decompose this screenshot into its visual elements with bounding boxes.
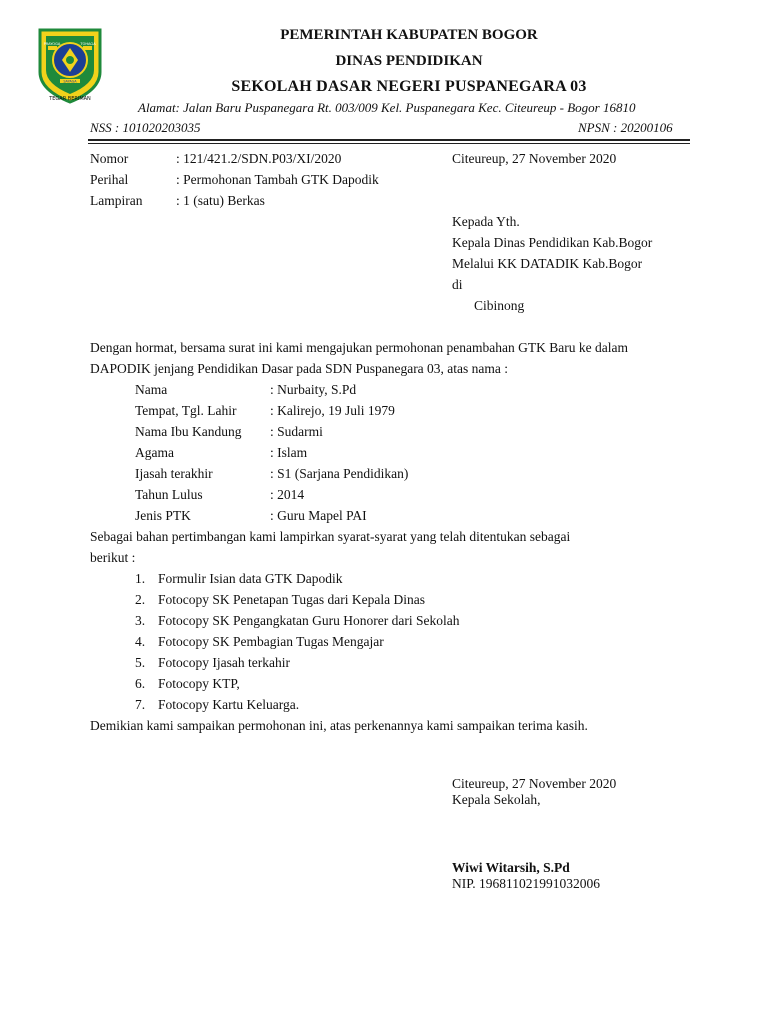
lampiran-label: Lampiran — [90, 193, 143, 208]
list-number: 2. — [135, 592, 146, 607]
logo-left-word: PRAYOGA — [43, 42, 61, 46]
list-item: Fotocopy SK Pengangkatan Guru Honorer dari Sekolah — [158, 613, 460, 628]
signatory-name: Wiwi Witarsih, S.Pd — [452, 860, 570, 875]
list-number: 1. — [135, 571, 146, 586]
logo-bottom-word: SAYAGA — [63, 79, 77, 84]
closing-paragraph: Demikian kami sampaikan permohonan ini, atas perkenannya kami sampaikan terima kasih. — [90, 718, 588, 733]
school-nss: NSS : 101020203035 — [90, 120, 201, 135]
list-number: 5. — [135, 655, 146, 670]
signature-title: Kepala Sekolah, — [452, 792, 541, 807]
header-agency: DINAS PENDIDIKAN — [335, 53, 483, 69]
header-rule-thick — [88, 139, 690, 141]
signatory-nip: NIP. 196811021991032006 — [452, 876, 601, 891]
intro-line-1: Dengan hormat, bersama surat ini kami mengajukan permohonan penambahan GTK Baru ke dalam — [90, 340, 628, 355]
requirements-intro-2: berikut : — [90, 550, 136, 565]
nomor-value: : 121/421.2/SDN.P03/XI/2020 — [176, 151, 342, 166]
field-label: Ijasah terakhir — [135, 466, 213, 481]
list-number: 4. — [135, 634, 146, 649]
recipient-line-4: di — [452, 277, 463, 292]
field-label: Agama — [135, 445, 174, 460]
lampiran-value: : 1 (satu) Berkas — [176, 193, 265, 208]
field-label: Tempat, Tgl. Lahir — [135, 403, 237, 418]
signature-date: Citeureup, 27 November 2020 — [452, 776, 617, 791]
list-item: Fotocopy Kartu Keluarga. — [158, 697, 300, 712]
requirements-intro-1: Sebagai bahan pertimbangan kami lampirkan syarat-syarat yang telah ditentukan sebagai — [90, 529, 571, 544]
nomor-label: Nomor — [90, 151, 129, 166]
header-school: SEKOLAH DASAR NEGERI PUSPANEGARA 03 — [231, 78, 587, 95]
field-label: Tahun Lulus — [135, 487, 203, 502]
letter-date: Citeureup, 27 November 2020 — [452, 151, 617, 166]
field-value: : Nurbaity, S.Pd — [270, 382, 357, 397]
header-rule-thin — [88, 143, 690, 144]
field-label: Jenis PTK — [135, 508, 191, 523]
recipient-city: Cibinong — [474, 298, 525, 313]
recipient-line-2: Kepala Dinas Pendidikan Kab.Bogor — [452, 235, 653, 250]
recipient-line-3: Melalui KK DATADIK Kab.Bogor — [452, 256, 643, 271]
list-item: Fotocopy Ijasah terkahir — [158, 655, 290, 670]
list-number: 3. — [135, 613, 146, 628]
recipient-line-1: Kepada Yth. — [452, 214, 520, 229]
logo-motto: TEGAR BERIMAN — [49, 96, 91, 102]
logo-right-word: TOHAGA — [80, 42, 96, 46]
list-number: 7. — [135, 697, 146, 712]
field-value: : Islam — [270, 445, 308, 460]
school-npsn: NPSN : 20200106 — [578, 120, 673, 135]
list-number: 6. — [135, 676, 146, 691]
list-item: Formulir Isian data GTK Dapodik — [158, 571, 343, 586]
field-value: : Guru Mapel PAI — [270, 508, 367, 523]
field-label: Nama Ibu Kandung — [135, 424, 242, 439]
list-item: Fotocopy SK Pembagian Tugas Mengajar — [158, 634, 384, 649]
field-value: : Kalirejo, 19 Juli 1979 — [270, 403, 395, 418]
field-value: : S1 (Sarjana Pendidikan) — [270, 466, 409, 481]
list-item: Fotocopy KTP, — [158, 676, 240, 691]
field-value: : Sudarmi — [270, 424, 323, 439]
list-item: Fotocopy SK Penetapan Tugas dari Kepala Dinas — [158, 592, 425, 607]
intro-line-2: DAPODIK jenjang Pendidikan Dasar pada SDN Puspanegara 03, atas nama : — [90, 361, 509, 376]
perihal-value: : Permohonan Tambah GTK Dapodik — [176, 172, 379, 187]
header-government: PEMERINTAH KABUPATEN BOGOR — [280, 27, 538, 43]
school-address: Alamat: Jalan Baru Puspanegara Rt. 003/009 Kel. Puspanegara Kec. Citeureup - Bogor 16810 — [138, 100, 636, 115]
field-value: : 2014 — [270, 487, 305, 502]
field-label: Nama — [135, 382, 168, 397]
perihal-label: Perihal — [90, 172, 129, 187]
